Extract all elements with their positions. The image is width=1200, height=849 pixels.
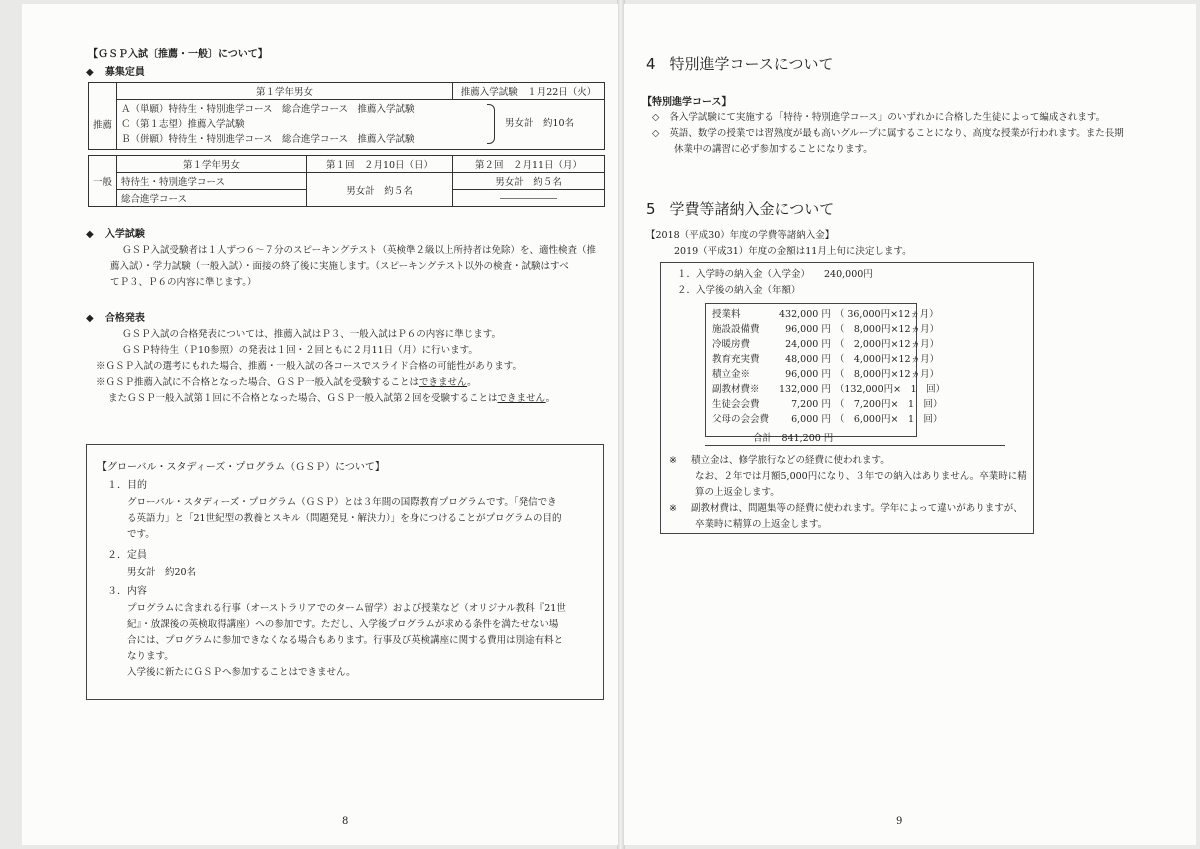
gsp-program-box [86, 444, 604, 700]
fee-row [710, 337, 947, 352]
table2-header-grade: 第１学年男女 [117, 156, 307, 173]
fee-name: 生徒会会費 [712, 399, 760, 410]
table2-dash: ―――――― [453, 190, 605, 207]
section5-heading: 5 学費等諸納入金について [646, 200, 835, 218]
fee-detail: （ 7,200円× 1 回） [834, 399, 943, 410]
fee-name: 父母の会会費 [712, 414, 770, 425]
fee-detail: （ 6,000円× 1 回） [834, 414, 943, 425]
section5-sub: 【2018（平成30）年度の学費等諸納入金】 [646, 230, 835, 241]
table2-total-second: 男女計 約５名 [453, 173, 605, 190]
fee-detail: （ 8,000円×12ヵ月） [834, 324, 940, 335]
fee-detail: （ 36,000円×12ヵ月） [834, 309, 939, 320]
note-no-retake-2: またＧＳＰ一般入試第１回に不合格となった場合、ＧＳＰ一般入試第２回を受験することはできません。 [108, 393, 556, 404]
fee-amount: 7,200 円 [791, 399, 831, 410]
fee-amount: 96,000 円 [785, 324, 831, 335]
table1-course-c: Ｃ（第１志望）推薦入学試験 [121, 119, 245, 130]
fee-detail: （ 8,000円×12ヵ月） [834, 369, 940, 380]
fee-amount: 24,000 円 [785, 339, 831, 350]
section4-sub: 【特別進学コース】 [642, 97, 732, 108]
table2-header-first: 第１回 ２月10日（日） [307, 156, 453, 173]
fee-row [710, 352, 947, 367]
fee-row [710, 397, 947, 412]
recommend-table [88, 82, 605, 150]
program-content-heading: ３．内容 [107, 586, 147, 597]
result-text: ＧＳＰ入試の合格発表については、推薦入試はＰ３、一般入試はＰ６の内容に準じます。 ＧＳＰ特待生（Ｐ10参照）の発表は１回・２回ともに２月11日（月）に行います。 ※ＧＳＰ入試の選考にもれた場合、推薦・一般入試の各コースでスライド合格の可能性があります。 ※ＧＳＰ推薦入試に不合格となった場合、ＧＳＰ一般入試を受験することはできません。 またＧＳＰ一般入試第１回に不合格となった場合、ＧＳＰ一般入試第２回を受験することはできません。 [96, 327, 608, 407]
fee-row [710, 412, 947, 427]
fee-name: 施設設備費 [712, 324, 760, 335]
table2-row-label: 一般 [89, 156, 117, 207]
table1-header-date: 推薦入学試験 １月22日（火） [453, 83, 605, 100]
table2-course-2: 総合進学コース [117, 190, 307, 207]
program-purpose-text: グローバル・スタディーズ・プログラム（ＧＳＰ）とは３年間の国際教育プログラムです。「発信でき る英語力」と「21世紀型の教養とスキル（問題発見・解決力）」を身につけることがプログラムの目的 です。 [127, 497, 562, 540]
diamond-bullet-icon: ◆ [86, 229, 94, 240]
fee-detail: （132,000円× 1 回） [834, 384, 946, 395]
fee-box [660, 262, 1034, 534]
fee-total-rule [705, 445, 1005, 446]
section4-items: ◇ 各入学試験にて実施する「特待・特別進学コース」のいずれかに合格した生徒によって編成されます。 ◇ 英語、数学の授業では習熟度が最も高いグループに属することになり、高度な授業が行われます。また長期 休業中の講習に必ず参加することになります。 [652, 112, 1124, 155]
diamond-bullet-icon: ◆ [86, 67, 94, 78]
program-capacity-heading: ２．定員 [107, 550, 147, 561]
fee-row [710, 382, 947, 397]
result-heading: ◆ 合格発表 [86, 313, 145, 324]
fee-list-box [705, 303, 946, 437]
footnote-materials: ※ 副教材費は、問題集等の経費に使われます。学年によって違いがありますが、 卒業時に精算の上返金します。 [669, 503, 1023, 530]
fee-amount: 132,000 円 [779, 384, 831, 395]
section4-heading: 4 特別進学コースについて [646, 55, 834, 73]
fee-table [710, 307, 947, 427]
fee-annual-label: ２．入学後の納入金（年額） [677, 285, 801, 296]
page-number-right: 9 [896, 816, 903, 827]
table1-row-label: 推薦 [89, 100, 117, 150]
gsp-exam-title: 【ＧＳＰ入試〔推薦・一般〕について】 [88, 49, 268, 60]
table2-course-1: 特待生・特別進学コース [117, 173, 307, 190]
fee-row [710, 307, 947, 322]
table1-course-a: Ａ（単願）特待生・特別進学コース 総合進学コース 推薦入学試験 [121, 104, 415, 115]
fee-detail: （ 4,000円×12ヵ月） [834, 354, 940, 365]
fee-name: 積立金※ [712, 369, 751, 380]
diamond-outline-icon: ◇ [652, 128, 660, 139]
exam-heading: ◆ 入学試験 [86, 229, 145, 240]
fee-row [710, 322, 947, 337]
fee-name: 教育充実費 [712, 354, 760, 365]
section5-note: 2019（平成31）年度の金額は11月上旬に決定します。 [674, 246, 912, 257]
program-content-text: プログラムに含まれる行事（オーストラリアでのターム留学）および授業など（オリジナル教科『21世 紀』・放課後の英検取得講座）への参加です。ただし、入学後プログラムが求める条件を満たせない場 合には、プログラムに参加できなくなる場合もあります。行事及び英検講座に関する費用は別途有料と なります。 入学後に新たにＧＳＰへ参加することはできません。 [127, 603, 566, 678]
page-number-left: 8 [342, 816, 349, 827]
diamond-outline-icon: ◇ [652, 112, 660, 123]
fee-row [710, 367, 947, 382]
fee-total: 合計 841,200 円 [753, 433, 834, 444]
program-purpose-heading: １．目的 [107, 480, 147, 491]
bracket-icon [487, 104, 495, 144]
fee-amount: 432,000 円 [779, 309, 831, 320]
program-title: 【グローバル・スタディーズ・プログラム（ＧＳＰ）について】 [97, 462, 385, 473]
table1-course-b: Ｂ（併願）特待生・特別進学コース 総合進学コース 推薦入学試験 [121, 134, 415, 145]
table1-total: 男女計 約10名 [505, 118, 575, 129]
page-9 [624, 4, 1196, 845]
fee-name: 副教材費※ [712, 384, 760, 395]
diamond-bullet-icon: ◆ [86, 313, 94, 324]
fee-amount: 96,000 円 [785, 369, 831, 380]
recruit-heading: ◆ 募集定員 [86, 67, 145, 78]
table2-total-first: 男女計 約５名 [307, 173, 453, 207]
general-table [88, 155, 605, 207]
fee-amount: 48,000 円 [785, 354, 831, 365]
table2-header-second: 第２回 ２月11日（月） [453, 156, 605, 173]
fee-detail: （ 2,000円×12ヵ月） [834, 339, 940, 350]
exam-text: ＧＳＰ入試受験者は１人ずつ６～７分のスピーキングテスト（英検準２級以上所持者は免除）を、適性検査（推 薦入試）・学力試験（一般入試）・面接の終了後に実施します。（スピーキングテスト以外の検査・試験はすべ てＰ３、Ｐ６の内容に準じます。） [110, 245, 596, 288]
fee-name: 冷暖房費 [712, 339, 751, 350]
page-8 [22, 4, 618, 845]
fee-admission: １．入学時の納入金（入学金） 240,000円 [677, 269, 873, 280]
footnote-savings: ※ 積立金は、修学旅行などの経費に使われます。 なお、２年では月額5,000円になり、３年での納入はありません。卒業時に精 算の上返金します。 [669, 455, 1027, 498]
fee-amount: 6,000 円 [791, 414, 831, 425]
fee-name: 授業料 [712, 309, 741, 320]
table1-header-grade: 第１学年男女 [117, 83, 453, 100]
program-capacity-text: 男女計 約20名 [127, 567, 197, 578]
note-no-retake-1: ※ＧＳＰ推薦入試に不合格となった場合、ＧＳＰ一般入試を受験することはできません。 [96, 377, 477, 388]
